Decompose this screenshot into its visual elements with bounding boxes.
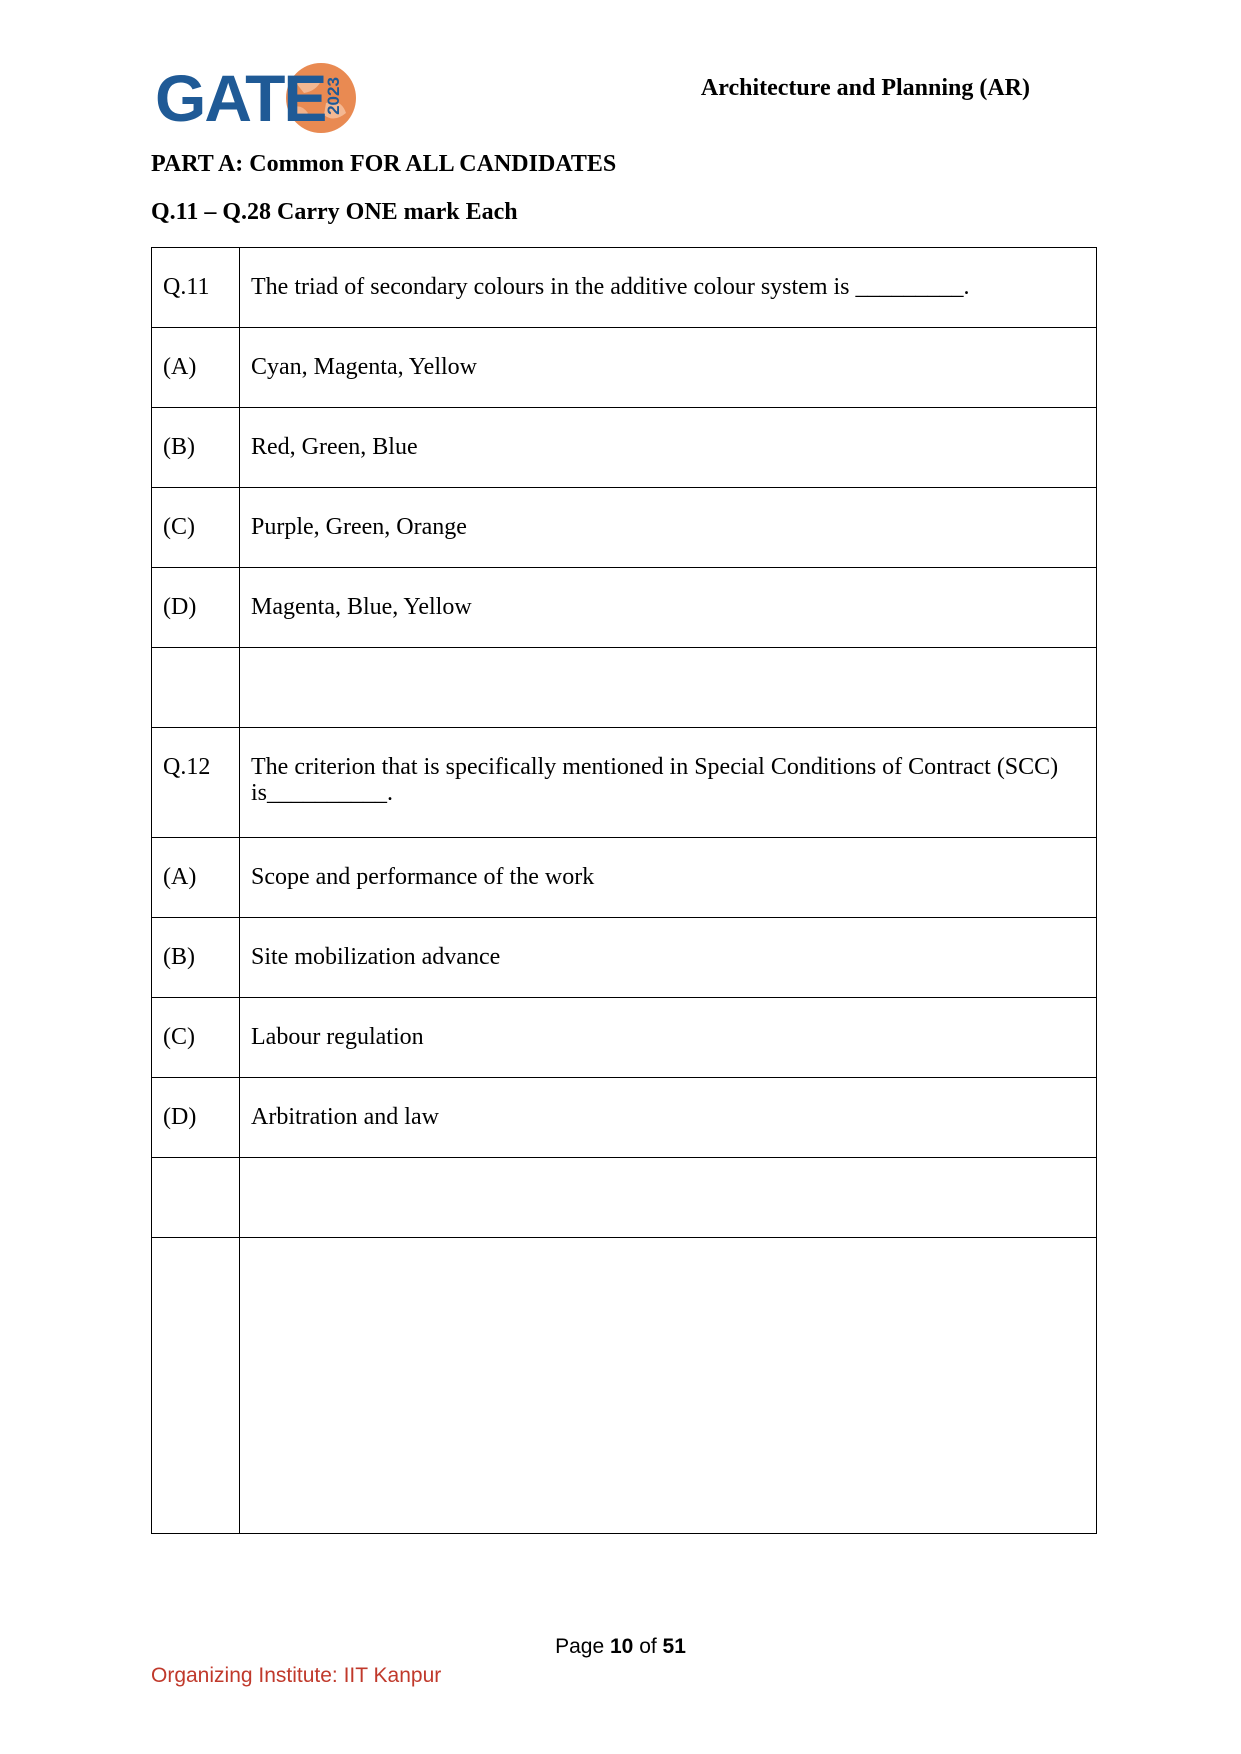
page-number (0, 1635, 1241, 1659)
option-label: (B) (152, 918, 240, 998)
option-text: Labour regulation (240, 998, 1097, 1078)
option-label: (D) (152, 568, 240, 648)
organizing-institute: Organizing Institute: IIT Kanpur (151, 1664, 442, 1687)
option-row (152, 488, 1097, 568)
option-text: Scope and performance of the work (240, 838, 1097, 918)
question-row (152, 728, 1097, 838)
page-prefix: Page (555, 1635, 605, 1658)
page-current: 10 (609, 1635, 634, 1658)
question-text: The triad of secondary colours in the additive colour system is _________. (240, 248, 1097, 328)
question-row (152, 248, 1097, 328)
question-number: Q.12 (152, 728, 240, 838)
blank-row (152, 1158, 1097, 1238)
blank-row (152, 1238, 1097, 1534)
marks-title: Q.11 – Q.28 Carry ONE mark Each (151, 199, 518, 225)
logo-year: 2023 (324, 77, 343, 115)
question-table (151, 247, 1097, 1534)
option-label: (B) (152, 408, 240, 488)
option-label: (A) (152, 328, 240, 408)
option-text: Red, Green, Blue (240, 408, 1097, 488)
option-row (152, 408, 1097, 488)
option-label: (C) (152, 998, 240, 1078)
option-text: Arbitration and law (240, 1078, 1097, 1158)
blank-cell (152, 1158, 240, 1238)
option-label: (A) (152, 838, 240, 918)
option-row (152, 998, 1097, 1078)
option-text: Magenta, Blue, Yellow (240, 568, 1097, 648)
blank-cell (152, 1238, 240, 1534)
gate-logo (155, 60, 360, 136)
page-of: of (639, 1635, 657, 1658)
option-text: Purple, Green, Orange (240, 488, 1097, 568)
option-row (152, 1078, 1097, 1158)
option-text: Cyan, Magenta, Yellow (240, 328, 1097, 408)
option-text: Site mobilization advance (240, 918, 1097, 998)
blank-cell (240, 1238, 1097, 1534)
question-text: The criterion that is specifically mentioned in Special Conditions of Contract (SCC) is__________. (240, 728, 1097, 838)
option-label: (C) (152, 488, 240, 568)
option-row (152, 918, 1097, 998)
subject-title: Architecture and Planning (AR) (700, 75, 1030, 101)
logo-text: GATE (155, 61, 326, 135)
blank-cell (240, 648, 1097, 728)
option-row (152, 328, 1097, 408)
option-row (152, 568, 1097, 648)
blank-cell (152, 648, 240, 728)
question-number: Q.11 (152, 248, 240, 328)
option-row (152, 838, 1097, 918)
option-label: (D) (152, 1078, 240, 1158)
page-total: 51 (662, 1635, 686, 1658)
blank-row (152, 648, 1097, 728)
blank-cell (240, 1158, 1097, 1238)
part-title: PART A: Common FOR ALL CANDIDATES (151, 151, 617, 177)
